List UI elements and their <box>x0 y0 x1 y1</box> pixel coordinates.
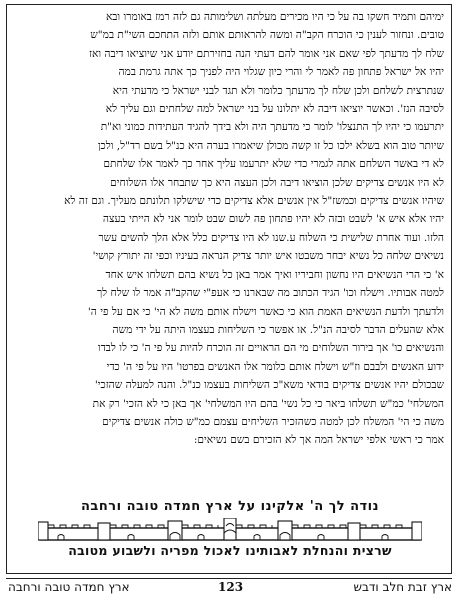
body-line: שלח לך מדעתך לפי שאם אני אומר להם דעתי הנה בחזירתם יודע אני שיוציאו דיבה ואז <box>89 47 444 60</box>
body-line: לא די באשר השלחם אתה לגמרי כדי שלא יתרעמו עליך אחר כך לאמר אלו שלחתם <box>103 158 444 171</box>
body-line: ידוע האנשים ולבבם וז"ש וישלח אותם כלומר אלו האנשים בפרטו' היו על פי ה' כדי <box>106 360 444 373</box>
body-line: לא היו אנשים צדיקים שלכן הוציאו דיבה ולכן העצה היא כך שתבחר אלו השלוחים <box>110 176 444 189</box>
body-line: לסיבה הנז'. וכאשר יוציאו דיבה לא יתלונו על בני ישראל למה שלחתים וגם עליך לא <box>105 103 444 116</box>
body-line: הלזו. ועוד אחרת שלישית כי השלוח ע.שנו לא היו צדיקים כלל אלא הלך להשים עשר <box>98 231 444 244</box>
footer-running-title-right: ארץ זבת חלב ודבש <box>353 580 452 594</box>
body-line: אמר כי ראשי אלפי ישראל המה אך לא הזכירם בשם נשיאים: <box>193 434 444 447</box>
page-number: 123 <box>218 580 244 594</box>
body-line: שבכולם יהיו אנשים צדיקים בודאי משא"כ השליחות בעצמו כנ"ל. והנה למעלה שהזכי' <box>94 379 444 392</box>
body-line: יתרעמו כי יהיו לך התנצלו' לומר כי מדעתך היה ולא בידך להגיד העתידות כמוני וא"ת <box>100 121 444 134</box>
page-footer <box>0 578 460 598</box>
decorative-banner <box>30 499 430 565</box>
body-line: אלא שהעלים הדבר לסיבה הנ"ל. או אפשר כי השליחות בעצמו היתה על ידי משה <box>112 323 444 336</box>
banner-bottom-text: שרצית והנחלת לאבותינו לאכול מפריה ולשבוע מטובה <box>68 543 392 558</box>
jerusalem-wall-illustration <box>38 518 422 542</box>
body-line: יהיו אלא איש א' לשבט ובזה לא יהיו פתחון פה לשום שבט לומר אני לא הייתי בעצה <box>102 213 444 226</box>
body-line: ולדעתך ולדעת הנשיאים האמת הוא כי כאשר וישלח אותם משה לא הי' כי אם על פי ה' <box>87 305 444 318</box>
body-line: והנשיאים כו' אך בירור השלוחים מי הם הראויים זה הוכרח להיות על פי ה' כי לו לבדו <box>98 342 444 355</box>
body-line: שנתרצית לשלחם ולכן שלח לך מדעתך כלומר ולא תגד לבני ישראל כי מדעתי היא <box>112 84 444 97</box>
footer-rule <box>6 578 452 579</box>
body-line: שיהיו אנשים צדיקים וכמשז"ל אין אנשים אלא צדיקים כדי שישלקו תלונתם מעליך. וגם זה לא <box>64 195 444 208</box>
body-line: ימיהם ותמיד חשקו בה על כי היו מכירים מעלתה ושלימותה גם לזה רמז באומרו ובא <box>105 11 444 23</box>
footer-running-title-left: ארץ חמדה טובה ורחבה <box>8 580 130 594</box>
body-line: שיותר טוב הוא בשלא ילכו כל זו קשה מכולן שיאמרו בערה היא כנ"ל בשם רד"ל, ולכן <box>97 139 444 152</box>
body-line: טובים. ונחזור לענין כי הוכרח הקב"ה ומשה להראותם אותם ולזה התחכם השי"ת במ"ש <box>90 29 444 42</box>
body-line: המשלחי' כמ"ש תשלחו ביאר כי כל נשי' בהם היו המשלחי' אך באן כי לא הזכי' רק את <box>92 397 444 410</box>
body-line: משה כי הי' המשלח לכן למטה כשהזכיר השליחים עצמם כמ"ש כולה אנשים צדיקים <box>102 415 444 428</box>
body-line: א' כי הרי הנשיאים היו נחשון וחביריו ואיך אמר באן כל נשיא בהם תשלחו איש אחד <box>105 268 444 281</box>
body-line: יהיו אל ישראל פתחון פה לאמר לי והרי כיון שגלוי היה לפניך כך אתה גרמת במה <box>118 66 444 79</box>
body-line: למטה אבותיו. וישלח וכו' הגיד הכתוב מה שבארנו כי אעפ"י שהקב"ה אמר לו שלח לך <box>96 287 444 300</box>
banner-top-text: נודה לך ה' אלקינו על ארץ חמדה טובה ורחבה <box>80 499 380 514</box>
body-line: נשיאים שלחה כל נשיא יבחר משבטו איש יותר צדיק הנראה בעיניו וכפי זה יתורץ קושי' <box>92 250 444 263</box>
body-text <box>16 8 444 450</box>
